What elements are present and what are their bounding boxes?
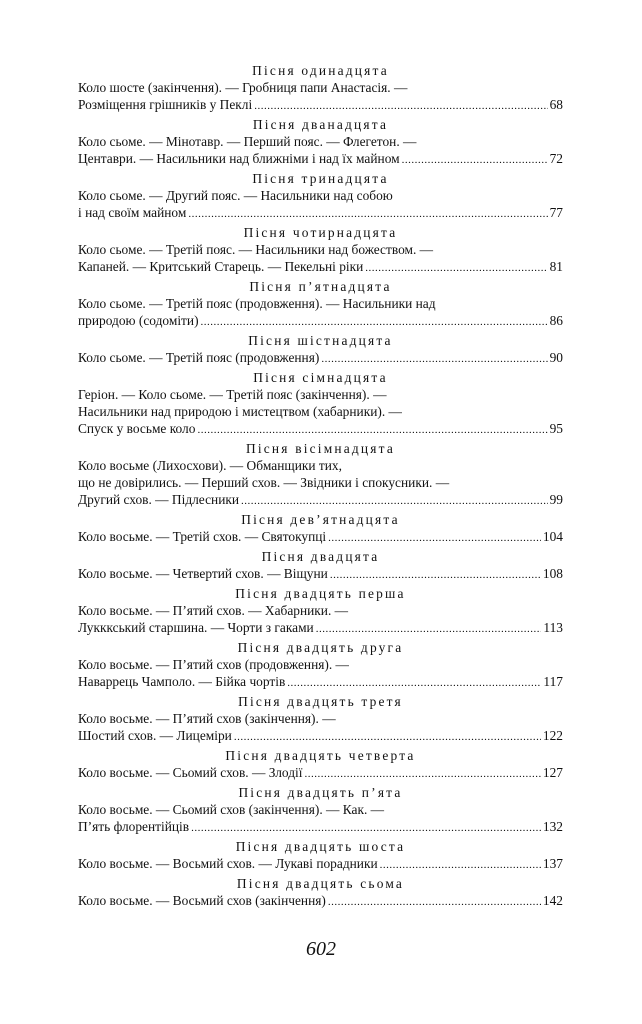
entry-final-line <box>78 619 563 636</box>
entry-final-line <box>78 818 563 835</box>
dot-leader <box>380 857 541 872</box>
canto-heading: Пісня двадцять шоста <box>235 839 406 854</box>
dot-leader <box>197 422 547 437</box>
dot-leader <box>316 621 542 636</box>
toc-entry <box>78 838 563 872</box>
dot-leader <box>304 766 540 781</box>
entry-description-line: Центаври. — Насильники над ближніми і над їх майном <box>78 151 400 166</box>
entry-page-number: 132 <box>542 819 563 834</box>
entry-page-number: 99 <box>549 492 563 507</box>
entry-description-line: Коло сьоме. — Третій пояс (продовження). — Насильники над <box>78 296 436 311</box>
entry-description-line: що не довірились. — Перший схов. — Звідники і спокусники. — <box>78 475 450 490</box>
canto-heading: Пісня тринадцята <box>252 171 389 186</box>
entry-page-number: 117 <box>543 674 563 689</box>
entry-description-line: Коло восьме. — Восьмий схов. — Лукаві порадники <box>78 856 378 871</box>
entry-page-number: 81 <box>549 259 563 274</box>
canto-heading: Пісня дванадцята <box>252 117 389 132</box>
entry-description-line: Лукккський старшина. — Чорти з гаками <box>78 620 314 635</box>
entry-description-line: Коло восьме. — Четвертий схов. — Віщуни <box>78 566 328 581</box>
entry-description-line: Коло восьме. — П’ятий схов (продовження). — <box>78 657 349 672</box>
entry-final-line <box>78 528 563 545</box>
toc-entry <box>78 62 563 113</box>
canto-heading: Пісня двадцять перша <box>235 586 406 601</box>
entry-final-line <box>78 565 563 582</box>
entry-page-number: 137 <box>542 856 563 871</box>
entry-final-line <box>78 673 563 690</box>
entry-final-line <box>78 349 563 366</box>
canto-heading: Пісня вісімнадцята <box>246 441 395 456</box>
toc-entry <box>78 116 563 167</box>
entry-description-line: Коло шосте (закінчення). — Гробниця папи Анастасія. — <box>78 80 408 95</box>
toc-entry <box>78 332 563 366</box>
dot-leader <box>201 314 548 329</box>
table-of-contents <box>78 62 563 909</box>
dot-leader <box>365 260 547 275</box>
entry-description-line: Коло восьме. — Третій схов. — Святокупці <box>78 529 327 544</box>
entry-page-number: 142 <box>542 893 563 908</box>
entry-page-number: 108 <box>542 566 563 581</box>
entry-page-number: 113 <box>543 620 563 635</box>
toc-entry <box>78 170 563 221</box>
entry-final-line <box>78 96 563 113</box>
entry-description-line: Другий схов. — Підлесники <box>78 492 240 507</box>
entry-description-line: і над своїм майном <box>78 205 187 220</box>
toc-entry <box>78 369 563 437</box>
entry-final-line <box>78 420 563 437</box>
dot-leader <box>328 894 541 909</box>
entry-page-number: 104 <box>542 529 563 544</box>
entry-description-line: Шостий схов. — Лицеміри <box>78 728 232 743</box>
entry-description-line: Спуск у восьме коло <box>78 421 196 436</box>
canto-heading: Пісня дев’ятнадцята <box>241 512 400 527</box>
entry-page-number: 77 <box>549 205 563 220</box>
entry-final-line <box>78 892 563 909</box>
entry-description-line: Наваррець Чамполо. — Бійка чортів <box>78 674 286 689</box>
entry-description-line: Коло восьме. — Сьомий схов (закінчення). — Как. — <box>78 802 385 817</box>
toc-entry <box>78 585 563 636</box>
canto-heading: Пісня двадцять друга <box>237 640 404 655</box>
entry-final-line <box>78 764 563 781</box>
dot-leader <box>191 820 541 835</box>
dot-leader <box>241 493 548 508</box>
toc-entry <box>78 440 563 508</box>
canto-heading: Пісня двадцять четверта <box>225 748 416 763</box>
dot-leader <box>321 351 547 366</box>
toc-entry <box>78 693 563 744</box>
dot-leader <box>402 152 548 167</box>
toc-entry <box>78 784 563 835</box>
entry-description-line: Капаней. — Критський Старець. — Пекельні ріки <box>78 259 364 274</box>
canto-heading: Пісня чотирнадцята <box>243 225 398 240</box>
dot-leader <box>254 98 547 113</box>
toc-entry <box>78 639 563 690</box>
entry-description-line: Геріон. — Коло сьоме. — Третій пояс (закінчення). — <box>78 387 387 402</box>
entry-page-number: 72 <box>549 151 563 166</box>
canto-heading: Пісня двадцять третя <box>238 694 403 709</box>
entry-final-line <box>78 855 563 872</box>
canto-heading: Пісня двадцята <box>261 549 380 564</box>
dot-leader <box>287 675 541 690</box>
entry-final-line <box>78 204 563 221</box>
entry-description-line: Коло восьме. — Восьмий схов (закінчення) <box>78 893 326 908</box>
entry-page-number: 68 <box>549 97 563 112</box>
entry-description-line: Коло восьме. — Сьомий схов. — Злодії <box>78 765 303 780</box>
entry-description-line: Розміщення грішників у Пеклі <box>78 97 253 112</box>
canto-heading: Пісня шістнадцята <box>248 333 393 348</box>
dot-leader <box>234 729 541 744</box>
entry-final-line <box>78 727 563 744</box>
entry-description-line: Коло сьоме. — Мінотавр. — Перший пояс. — Флегетон. — <box>78 134 417 149</box>
canto-heading: Пісня двадцять п’ята <box>238 785 403 800</box>
entry-final-line <box>78 150 563 167</box>
toc-entry <box>78 224 563 275</box>
entry-final-line <box>78 312 563 329</box>
entry-page-number: 127 <box>542 765 563 780</box>
entry-page-number: 95 <box>549 421 563 436</box>
dot-leader <box>330 567 541 582</box>
entry-description-line: Коло восьме (Лихосхови). — Обманщики тих, <box>78 458 342 473</box>
entry-description-line: Насильники над природою і мистецтвом (хабарники). — <box>78 404 402 419</box>
entry-page-number: 90 <box>549 350 563 365</box>
canto-heading: Пісня п’ятнадцята <box>249 279 392 294</box>
entry-description-line: Коло восьме. — П’ятий схов. — Хабарники. — <box>78 603 349 618</box>
toc-entry <box>78 548 563 582</box>
canto-heading: Пісня одинадцята <box>252 63 389 78</box>
entry-description-line: Коло сьоме. — Другий пояс. — Насильники над собою <box>78 188 393 203</box>
toc-entry <box>78 278 563 329</box>
entry-page-number: 122 <box>542 728 563 743</box>
page-number: 602 <box>306 938 336 960</box>
toc-entry <box>78 511 563 545</box>
toc-entry <box>78 747 563 781</box>
toc-entry <box>78 875 563 909</box>
entry-description-line: Коло сьоме. — Третій пояс. — Насильники над божеством. — <box>78 242 434 257</box>
canto-heading: Пісня сімнадцята <box>253 370 388 385</box>
entry-final-line <box>78 258 563 275</box>
entry-description-line: П’ять флорентійців <box>78 819 190 834</box>
entry-description-line: Коло сьоме. — Третій пояс (продовження) <box>78 350 320 365</box>
entry-page-number: 86 <box>549 313 563 328</box>
dot-leader <box>188 206 547 221</box>
dot-leader <box>328 530 541 545</box>
entry-final-line <box>78 491 563 508</box>
entry-description-line: Коло восьме. — П’ятий схов (закінчення). — <box>78 711 336 726</box>
canto-heading: Пісня двадцять сьома <box>236 876 405 891</box>
entry-description-line: природою (содоміти) <box>78 313 199 328</box>
